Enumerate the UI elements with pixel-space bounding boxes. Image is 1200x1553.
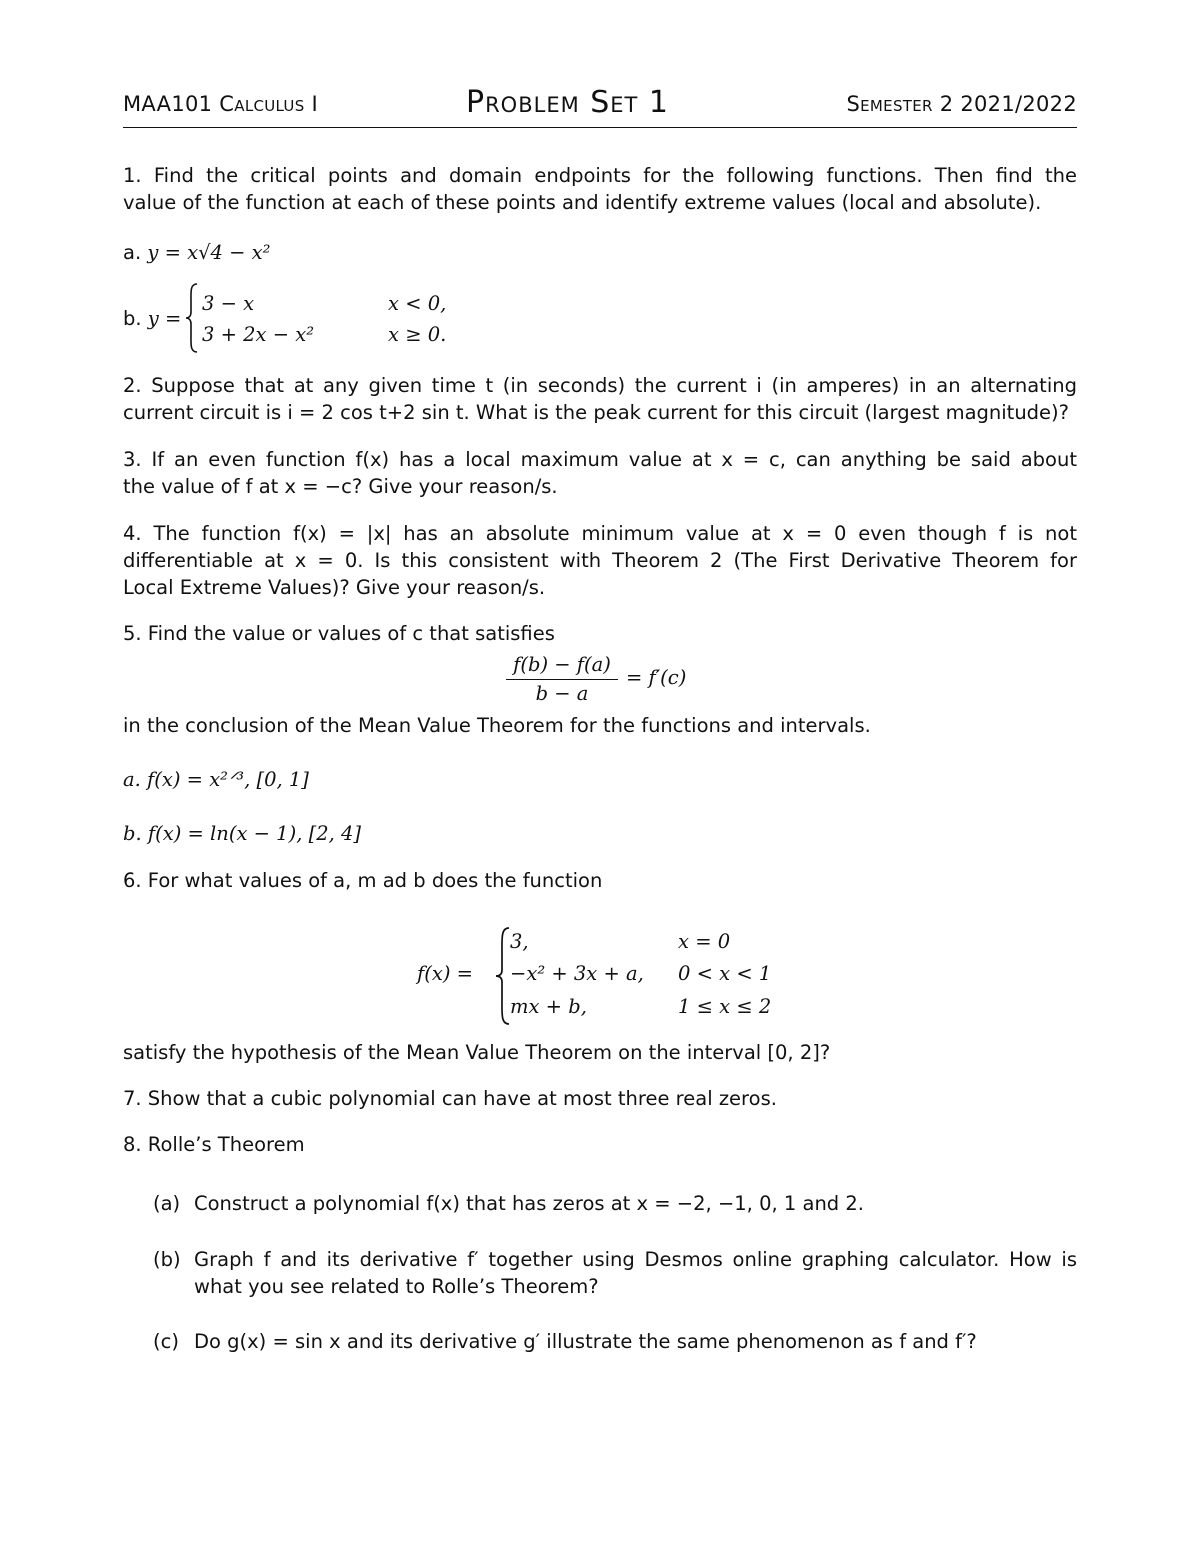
fraction-rhs: = f′(c): [626, 666, 687, 689]
problem-1b-label: b.: [123, 307, 142, 330]
fraction-numerator: f(b) − f(a): [513, 653, 611, 676]
problem-1a-label: a.: [123, 241, 142, 264]
problem-4-line-3: Local Extreme Values)? Give your reason/s.: [123, 576, 546, 599]
problem-8c-text: Do g(x) = sin x and its derivative g′ illustrate the same phenomenon as f and f′?: [194, 1330, 977, 1353]
mean-value-fraction: [506, 652, 618, 707]
problem-5-intro: 5. Find the value or values of c that satisfies: [123, 622, 555, 645]
problem-1b-case-1-expression: 3 − x: [202, 292, 255, 315]
problem-6-case-2-expression: −x² + 3x + a,: [510, 962, 644, 985]
problem-4-line-1: 4. The function f(x) = |x| has an absolute minimum value at x = 0 even though f is not: [123, 522, 1077, 545]
problem-1b-case-1-condition: x < 0,: [388, 292, 447, 315]
problem-5-line-2: in the conclusion of the Mean Value Theorem for the functions and intervals.: [123, 714, 871, 737]
problem-1-line-1: 1. Find the critical points and domain endpoints for the following functions. Then find the: [123, 164, 1077, 187]
problem-6-case-3-condition: 1 ≤ x ≤ 2: [678, 995, 772, 1018]
problem-8b-label: (b): [153, 1248, 181, 1271]
problem-5b: b. f(x) = ln(x − 1), [2, 4]: [123, 822, 362, 845]
fraction-denominator: b − a: [535, 682, 589, 705]
problem-1b-case-2-condition: x ≥ 0.: [388, 323, 447, 346]
page-title: Problem Set 1: [466, 85, 670, 120]
problem-1-text: [123, 162, 1077, 216]
problem-6-outro: satisfy the hypothesis of the Mean Value Theorem on the interval [0, 2]?: [123, 1041, 831, 1064]
problem-1a: [123, 239, 271, 266]
problem-8a-text: Construct a polynomial f(x) that has zeros at x = −2, −1, 0, 1 and 2.: [194, 1192, 864, 1215]
problem-3-line-1: 3. If an even function f(x) has a local maximum value at x = c, can anything be said about: [123, 448, 1077, 471]
problem-8b-line-1: Graph f and its derivative f′ together using Desmos online graphing calculator. How is: [194, 1248, 1077, 1271]
problem-2-text: [123, 372, 1077, 426]
problem-3-text: [123, 446, 1077, 500]
problem-6-case-2-condition: 0 < x < 1: [678, 962, 772, 985]
problem-5a: a. f(x) = x²ᐟ³, [0, 1]: [123, 768, 309, 791]
problem-8-title: 8. Rolle’s Theorem: [123, 1133, 305, 1156]
fraction-bar: [506, 679, 618, 680]
problem-1a-expression: y = x√4 − x²: [147, 241, 271, 264]
problem-8b-line-2: what you see related to Rolle’s Theorem?: [194, 1275, 599, 1298]
page-header: [123, 84, 1077, 128]
problem-3-line-2: the value of f at x = −c? Give your reason/s.: [123, 475, 558, 498]
problem-1b-label-row: [123, 305, 181, 332]
problem-6-lhs: f(x) =: [417, 962, 473, 985]
problem-1b-lhs: y =: [147, 307, 182, 330]
header-rule: [123, 127, 1077, 128]
problem-2-line-2: current circuit is i = 2 cos t+2 sin t. What is the peak current for this circuit (largest magnitude)?: [123, 401, 1070, 424]
problem-1b-case-2-expression: 3 + 2x − x²: [202, 323, 315, 346]
left-brace-icon: [495, 926, 511, 1026]
problem-4-text: [123, 520, 1077, 601]
problem-1-line-2: value of the function at each of these points and identify extreme values (local and absolute).: [123, 191, 1042, 214]
problem-8c-label: (c): [153, 1330, 179, 1353]
problem-6-intro: 6. For what values of a, m ad b does the function: [123, 869, 603, 892]
problem-2-line-1: 2. Suppose that at any given time t (in seconds) the current i (in amperes) in an alternating: [123, 374, 1077, 397]
problem-8b-text: [194, 1246, 1077, 1300]
problem-7-text: 7. Show that a cubic polynomial can have at most three real zeros.: [123, 1087, 777, 1110]
problem-6-case-3-expression: mx + b,: [510, 995, 587, 1018]
problem-8a-label: (a): [153, 1192, 181, 1215]
problem-6-case-1-expression: 3,: [510, 930, 529, 953]
left-brace-icon: [185, 282, 199, 354]
semester-label: Semester 2 2021/2022: [846, 92, 1077, 116]
problem-6-case-1-condition: x = 0: [678, 930, 731, 953]
problem-4-line-2: differentiable at x = 0. Is this consistent with Theorem 2 (The First Derivative Theorem for: [123, 549, 1077, 572]
course-name: MAA101 Calculus I: [123, 92, 319, 116]
